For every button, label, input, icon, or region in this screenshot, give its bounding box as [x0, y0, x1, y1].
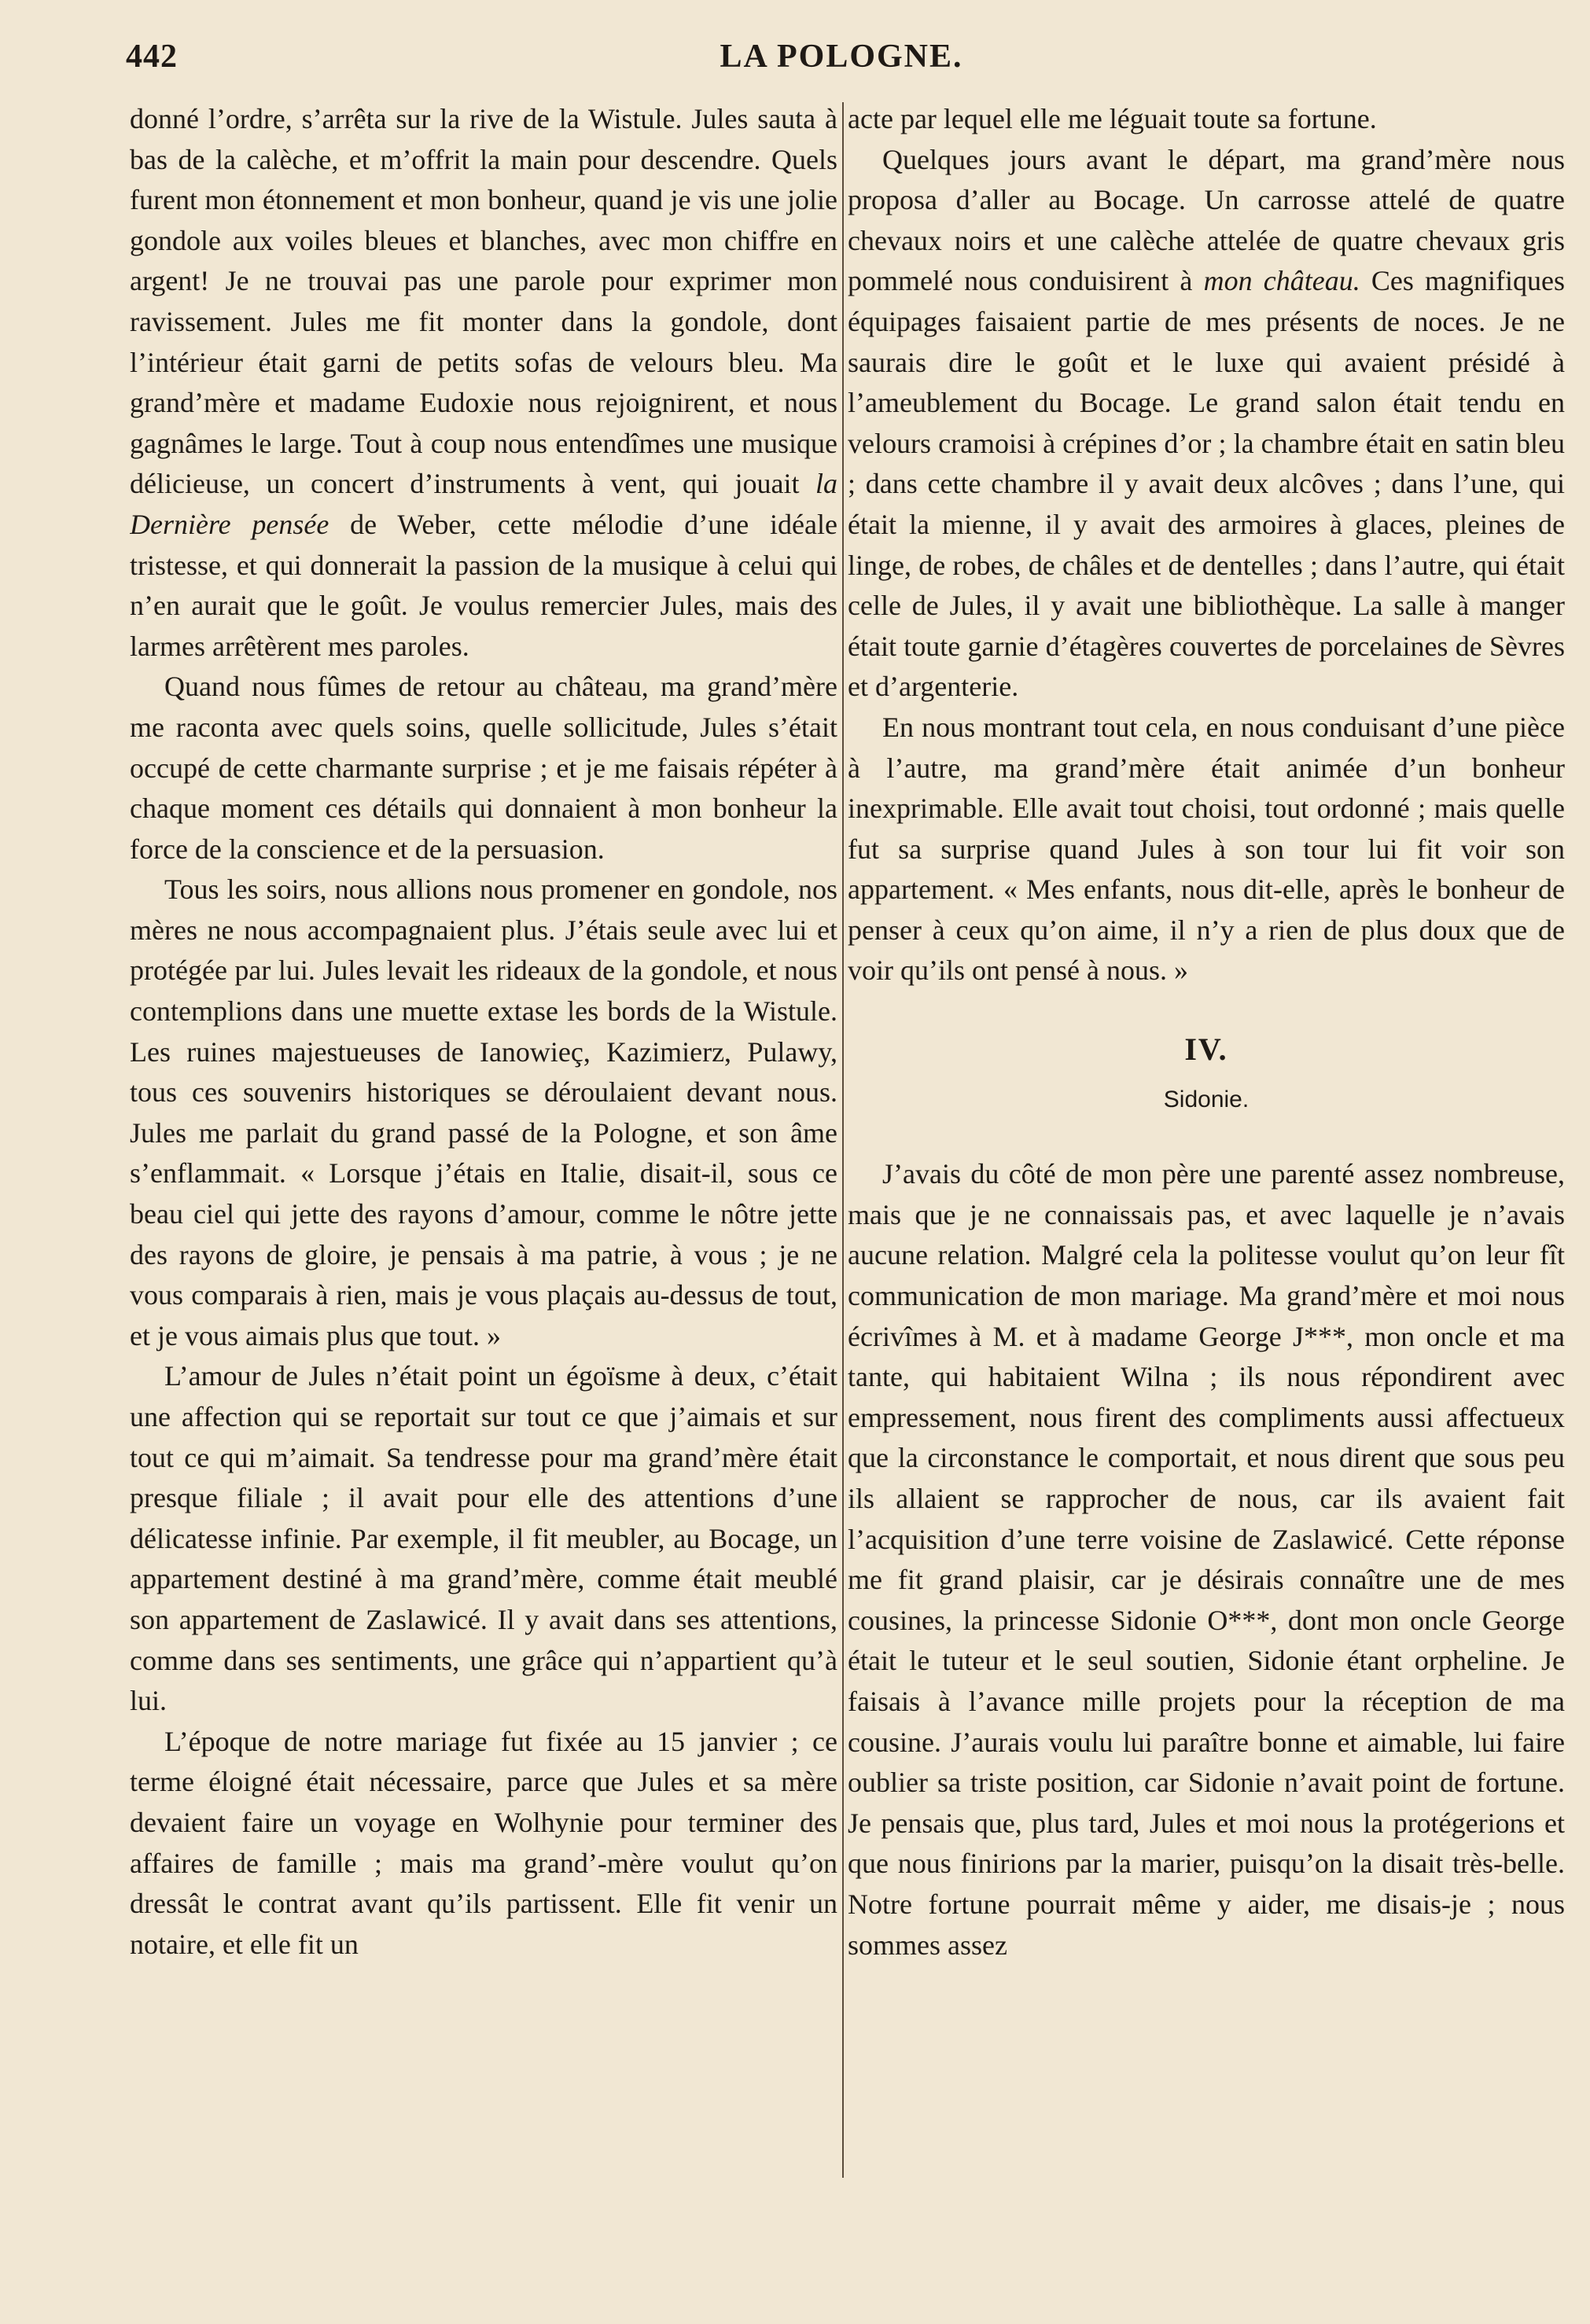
right-column — [848, 99, 1565, 2190]
italic-title: la Dernière pensée — [130, 468, 837, 540]
paragraph: donné l’ordre, s’arrêta sur la rive de la Wistule. Jules sauta à bas de la calèche, et m’offrit la main pour descendre. Quels furent mon étonnement et mon bonheur, quand je vis une jolie gondole aux voiles bleues et blanches, avec mon chiffre en argent! Je ne trouvai pas une parole pour exprimer mon ravissement. Jules me fit monter dans la gondole, dont l’intérieur était garni de petits sofas de velours bleu. Ma grand’mère et madame Eudoxie nous rejoignirent, et nous gagnâmes le large. Tout à coup nous entendîmes une musique délicieuse, un concert d’instruments à vent, qui jouait la Dernière pensée de Weber, cette mélodie d’une idéale tristesse, et qui donnerait la passion de la musique à celui qui n’en aurait que le goût. Je voulus remercier Jules, mais des larmes arrêtèrent mes paroles. — [130, 103, 837, 662]
paragraph: Quelques jours avant le départ, ma grand’mère nous proposa d’aller au Bocage. Un carrosse attelé de quatre chevaux noirs et une calèche attelée de quatre chevaux gris pommelé nous conduisirent à mon château. Ces magnifiques équipages faisaient partie de mes présents de noces. Je ne saurais dire le goût et le luxe qui avaient présidé à l’ameublement du Bocage. Le grand salon était tendu en velours cramoisi à crépines d’or ; la chambre était en satin bleu ; dans cette chambre il y avait deux alcôves ; dans l’une, qui était la mienne, il y avait des armoires à glaces, pleines de linge, de robes, de châles et de dentelles ; dans l’autre, qui était celle de Jules, il y avait une bibliothèque. La salle à manger était toute garnie d’étagères couvertes de porcelaines de Sèvres et d’argenterie. — [848, 143, 1565, 703]
paragraph: L’amour de Jules n’était point un égoïsme à deux, c’était une affection qui se reportait sur tout ce que j’aimais et sur tout ce qui m’aimait. Sa tendresse pour ma grand’mère était presque filiale ; il avait pour elle des attentions d’une délicatesse infinie. Par exemple, il fit meubler, au Bocage, un appartement destiné à ma grand’mère, comme était meublé son appartement de Zaslawicé. Il y avait dans ses attentions, comme dans ses sentiments, une grâce qui n’appartient qu’à lui. — [130, 1360, 837, 1717]
page-header — [126, 38, 1557, 85]
left-column — [130, 99, 837, 2190]
paragraph: L’époque de notre mariage fut fixée au 15 janvier ; ce terme éloigné était nécessaire, parce que Jules et sa mère devaient faire un voyage en Wolhynie pour terminer des affaires de famille ; mais ma grand’-mère voulut qu’on dressât le contrat avant qu’ils partissent. Elle fit venir un notaire, et elle fit un — [130, 1725, 837, 1960]
paragraph: Quand nous fûmes de retour au château, ma grand’mère me raconta avec quels soins, quelle sollicitude, Jules s’était occupé de cette charmante surprise ; et je me faisais répéter à chaque moment ces détails qui donnaient à mon bonheur la force de la conscience et de la persuasion. — [130, 671, 837, 865]
paragraph: En nous montrant tout cela, en nous conduisant d’une pièce à l’autre, ma grand’mère était animée d’un bonheur inexprimable. Elle avait tout choisi, tout ordonné ; mais quelle fut sa surprise quand Jules à son tour lui fit voir son appartement. « Mes enfants, nous dit-elle, après le bonheur de penser à ceux qu’on aime, il n’y a rien de plus doux que de voir qu’ils ont pensé à nous. » — [848, 711, 1565, 987]
section-number: IV. — [1184, 1031, 1228, 1068]
section-title: Sidonie. — [1163, 1086, 1250, 1112]
column-divider — [842, 102, 844, 2178]
italic-phrase: mon château. — [1203, 265, 1360, 297]
paragraph: Tous les soirs, nous allions nous promener en gondole, nos mères ne nous accompagnaient plus. J’étais seule avec lui et protégée par lui. Jules levait les rideaux de la gondole, et nous contemplions dans une muette extase les bords de la Wistule. Les ruines majestueuses de Ianowieç, Kazimierz, Pulawy, tous ces souvenirs historiques se déroulaient devant nous. Jules me parlait du grand passé de la Pologne, et son âme s’enflammait. « Lorsque j’étais en Italie, disait-il, sous ce beau ciel qui jette des rayons d’amour, comme le nôtre jette des rayons de gloire, je pensais à ma patrie, à vous ; je ne vous comparais à rien, mais je vous plaçais au-dessus de tout, et je vous aimais plus que tout. » — [130, 873, 837, 1351]
running-title: LA POLOGNE. — [720, 39, 963, 75]
page-number: 442 — [126, 39, 178, 75]
paragraph: acte par lequel elle me léguait toute sa fortune. — [848, 103, 1377, 134]
paragraph: J’avais du côté de mon père une parenté assez nombreuse, mais que je ne connaissais pas, et avec laquelle je n’avais aucune relation. Malgré cela la politesse voulut qu’on leur fît communication de mon mariage. Ma grand’mère et moi nous écrivîmes à M. et à madame George J***, mon oncle et ma tante, qui habitaient Wilna ; ils nous répondirent avec empressement, nous firent des compliments aussi affectueux que la circonstance le comportait, et nous dirent que sous peu ils allaient se rapprocher de nous, car ils avaient fait l’acquisition d’une terre voisine de Zaslawicé. Cette réponse me fit grand plaisir, car je désirais connaître une de mes cousines, la princesse Sidonie O***, dont mon oncle George était le tuteur et le seul soutien, Sidonie étant orpheline. Je faisais à l’avance mille projets pour la réception de ma cousine. J’aurais voulu lui paraître bonne et aimable, lui faire oublier sa triste position, car Sidonie n’avait point de fortune. Je pensais que, plus tard, Jules et moi nous la protégerions et que nous finirions par la marier, puisqu’on la disait très-belle. Notre fortune pourrait même y aider, me disais-je ; nous sommes assez — [848, 1158, 1565, 1961]
